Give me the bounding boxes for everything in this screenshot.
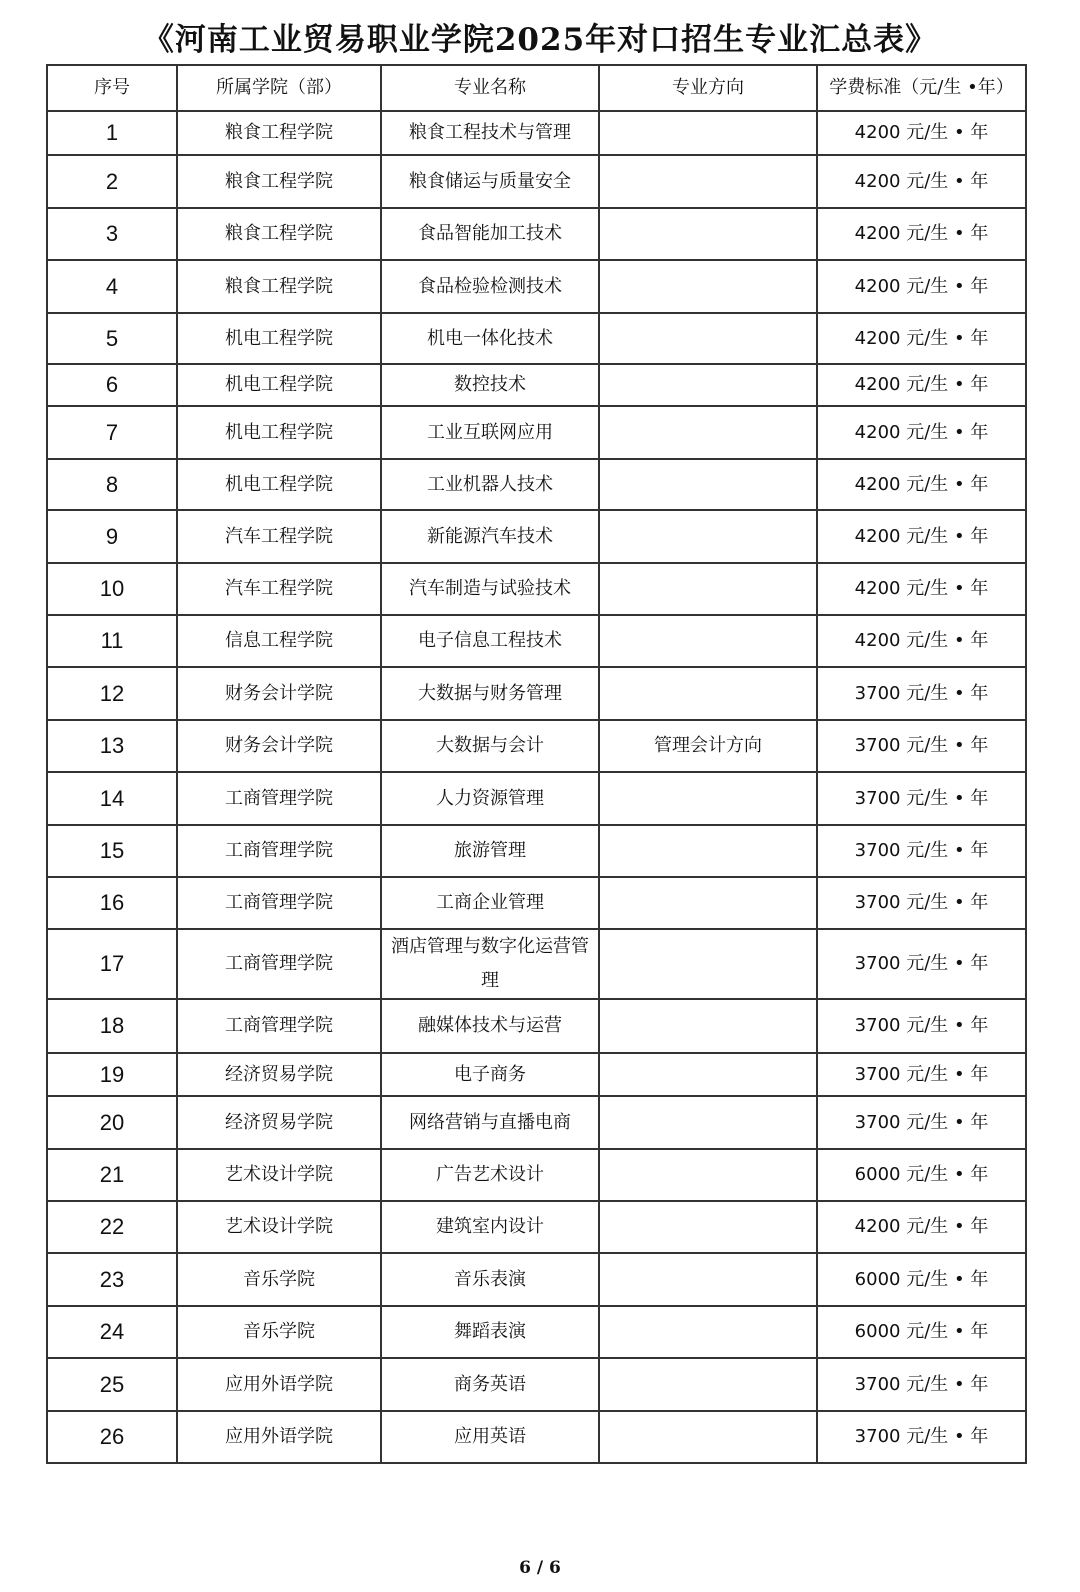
- cell-major-name: 酒店管理与数字化运营管理: [381, 929, 599, 999]
- cell-major-direction: [599, 111, 817, 155]
- header-tuition: 学费标准（元/生 •年）: [817, 65, 1026, 111]
- cell-major-name: 音乐表演: [381, 1253, 599, 1306]
- cell-college: 汽车工程学院: [177, 510, 381, 563]
- cell-serial-no: 5: [47, 313, 177, 364]
- table-row: [47, 459, 1026, 510]
- cell-tuition: 4200 元/生 • 年: [817, 615, 1026, 667]
- page-number: 6 / 6: [519, 1558, 561, 1578]
- cell-major-direction: [599, 929, 817, 999]
- table-row: [47, 1096, 1026, 1149]
- cell-tuition: 3700 元/生 • 年: [817, 1358, 1026, 1411]
- cell-college: 财务会计学院: [177, 720, 381, 772]
- cell-tuition: 3700 元/生 • 年: [817, 1096, 1026, 1149]
- cell-college: 粮食工程学院: [177, 111, 381, 155]
- cell-serial-no: 10: [47, 563, 177, 615]
- cell-serial-no: 26: [47, 1411, 177, 1463]
- cell-major-direction: [599, 459, 817, 510]
- cell-major-name: 大数据与财务管理: [381, 667, 599, 720]
- cell-major-direction: [599, 1253, 817, 1306]
- cell-major-name: 商务英语: [381, 1358, 599, 1411]
- cell-major-direction: [599, 1306, 817, 1358]
- cell-major-name: 粮食工程技术与管理: [381, 111, 599, 155]
- table-row: [47, 999, 1026, 1053]
- cell-major-name: 融媒体技术与运营: [381, 999, 599, 1053]
- cell-major-direction: [599, 364, 817, 406]
- table-row: [47, 929, 1026, 999]
- table-row: [47, 667, 1026, 720]
- table-row: [47, 208, 1026, 260]
- cell-major-name: 粮食储运与质量安全: [381, 155, 599, 208]
- cell-serial-no: 2: [47, 155, 177, 208]
- table-row: [47, 313, 1026, 364]
- table-row: [47, 1053, 1026, 1096]
- cell-serial-no: 12: [47, 667, 177, 720]
- cell-serial-no: 6: [47, 364, 177, 406]
- cell-college: 机电工程学院: [177, 406, 381, 459]
- cell-serial-no: 23: [47, 1253, 177, 1306]
- table-row: [47, 615, 1026, 667]
- cell-tuition: 4200 元/生 • 年: [817, 313, 1026, 364]
- table-row: [47, 772, 1026, 825]
- cell-major-name: 工业机器人技术: [381, 459, 599, 510]
- majors-fee-table: [46, 64, 1027, 1464]
- cell-college: 财务会计学院: [177, 667, 381, 720]
- cell-major-direction: [599, 563, 817, 615]
- cell-major-direction: [599, 877, 817, 929]
- cell-tuition: 4200 元/生 • 年: [817, 406, 1026, 459]
- cell-college: 粮食工程学院: [177, 208, 381, 260]
- header-major-name: 专业名称: [381, 65, 599, 111]
- table-row: [47, 260, 1026, 313]
- cell-college: 经济贸易学院: [177, 1053, 381, 1096]
- cell-tuition: 4200 元/生 • 年: [817, 563, 1026, 615]
- cell-serial-no: 25: [47, 1358, 177, 1411]
- table-row: [47, 563, 1026, 615]
- cell-college: 艺术设计学院: [177, 1201, 381, 1253]
- cell-major-name: 数控技术: [381, 364, 599, 406]
- cell-college: 粮食工程学院: [177, 260, 381, 313]
- cell-college: 应用外语学院: [177, 1358, 381, 1411]
- cell-tuition: 3700 元/生 • 年: [817, 1411, 1026, 1463]
- cell-tuition: 3700 元/生 • 年: [817, 825, 1026, 877]
- cell-tuition: 4200 元/生 • 年: [817, 364, 1026, 406]
- cell-tuition: 3700 元/生 • 年: [817, 1053, 1026, 1096]
- cell-tuition: 3700 元/生 • 年: [817, 772, 1026, 825]
- cell-college: 工商管理学院: [177, 999, 381, 1053]
- cell-serial-no: 3: [47, 208, 177, 260]
- cell-major-direction: [599, 1201, 817, 1253]
- cell-college: 机电工程学院: [177, 459, 381, 510]
- cell-major-name: 应用英语: [381, 1411, 599, 1463]
- table-row: [47, 720, 1026, 772]
- cell-tuition: 4200 元/生 • 年: [817, 510, 1026, 563]
- cell-college: 应用外语学院: [177, 1411, 381, 1463]
- cell-major-name: 广告艺术设计: [381, 1149, 599, 1201]
- cell-major-name: 舞蹈表演: [381, 1306, 599, 1358]
- cell-major-direction: [599, 999, 817, 1053]
- cell-major-name: 食品智能加工技术: [381, 208, 599, 260]
- cell-college: 汽车工程学院: [177, 563, 381, 615]
- cell-college: 信息工程学院: [177, 615, 381, 667]
- cell-serial-no: 19: [47, 1053, 177, 1096]
- cell-major-direction: [599, 1096, 817, 1149]
- cell-tuition: 6000 元/生 • 年: [817, 1253, 1026, 1306]
- cell-major-direction: [599, 155, 817, 208]
- cell-tuition: 6000 元/生 • 年: [817, 1306, 1026, 1358]
- cell-college: 音乐学院: [177, 1253, 381, 1306]
- cell-major-name: 食品检验检测技术: [381, 260, 599, 313]
- cell-major-name: 工商企业管理: [381, 877, 599, 929]
- table-row: [47, 406, 1026, 459]
- header-serial-no: 序号: [47, 65, 177, 111]
- cell-tuition: 4200 元/生 • 年: [817, 111, 1026, 155]
- cell-major-direction: 管理会计方向: [599, 720, 817, 772]
- cell-serial-no: 15: [47, 825, 177, 877]
- cell-serial-no: 9: [47, 510, 177, 563]
- table-row: [47, 1253, 1026, 1306]
- cell-tuition: 3700 元/生 • 年: [817, 877, 1026, 929]
- cell-college: 工商管理学院: [177, 929, 381, 999]
- cell-serial-no: 20: [47, 1096, 177, 1149]
- cell-college: 艺术设计学院: [177, 1149, 381, 1201]
- cell-college: 工商管理学院: [177, 825, 381, 877]
- cell-tuition: 4200 元/生 • 年: [817, 155, 1026, 208]
- table-row: [47, 111, 1026, 155]
- cell-serial-no: 14: [47, 772, 177, 825]
- table-header-row: [47, 65, 1026, 111]
- cell-major-direction: [599, 615, 817, 667]
- cell-major-direction: [599, 825, 817, 877]
- cell-college: 工商管理学院: [177, 877, 381, 929]
- cell-serial-no: 24: [47, 1306, 177, 1358]
- cell-major-name: 机电一体化技术: [381, 313, 599, 364]
- cell-serial-no: 18: [47, 999, 177, 1053]
- cell-college: 粮食工程学院: [177, 155, 381, 208]
- cell-major-name: 旅游管理: [381, 825, 599, 877]
- table-row: [47, 1358, 1026, 1411]
- cell-college: 机电工程学院: [177, 313, 381, 364]
- document-title: 《河南工业贸易职业学院2025年对口招生专业汇总表》: [142, 22, 938, 58]
- cell-serial-no: 7: [47, 406, 177, 459]
- cell-serial-no: 13: [47, 720, 177, 772]
- table-row: [47, 1149, 1026, 1201]
- table-row: [47, 825, 1026, 877]
- cell-major-name: 电子信息工程技术: [381, 615, 599, 667]
- cell-tuition: 3700 元/生 • 年: [817, 929, 1026, 999]
- cell-major-name: 建筑室内设计: [381, 1201, 599, 1253]
- table-row: [47, 364, 1026, 406]
- header-college: 所属学院（部）: [177, 65, 381, 111]
- cell-tuition: 3700 元/生 • 年: [817, 999, 1026, 1053]
- cell-major-direction: [599, 313, 817, 364]
- cell-serial-no: 17: [47, 929, 177, 999]
- cell-major-name: 新能源汽车技术: [381, 510, 599, 563]
- cell-college: 工商管理学院: [177, 772, 381, 825]
- cell-major-direction: [599, 667, 817, 720]
- cell-tuition: 3700 元/生 • 年: [817, 720, 1026, 772]
- cell-serial-no: 21: [47, 1149, 177, 1201]
- cell-college: 机电工程学院: [177, 364, 381, 406]
- cell-major-name: 工业互联网应用: [381, 406, 599, 459]
- cell-major-direction: [599, 1053, 817, 1096]
- cell-major-name: 人力资源管理: [381, 772, 599, 825]
- cell-major-name: 网络营销与直播电商: [381, 1096, 599, 1149]
- cell-major-direction: [599, 1358, 817, 1411]
- cell-tuition: 6000 元/生 • 年: [817, 1149, 1026, 1201]
- cell-serial-no: 16: [47, 877, 177, 929]
- table-row: [47, 510, 1026, 563]
- cell-major-direction: [599, 406, 817, 459]
- cell-major-direction: [599, 1149, 817, 1201]
- table-row: [47, 1306, 1026, 1358]
- cell-tuition: 3700 元/生 • 年: [817, 667, 1026, 720]
- cell-college: 音乐学院: [177, 1306, 381, 1358]
- table-row: [47, 1411, 1026, 1463]
- table-row: [47, 155, 1026, 208]
- cell-college: 经济贸易学院: [177, 1096, 381, 1149]
- cell-serial-no: 4: [47, 260, 177, 313]
- cell-tuition: 4200 元/生 • 年: [817, 459, 1026, 510]
- cell-major-direction: [599, 260, 817, 313]
- cell-major-name: 汽车制造与试验技术: [381, 563, 599, 615]
- header-major-direction: 专业方向: [599, 65, 817, 111]
- cell-serial-no: 22: [47, 1201, 177, 1253]
- cell-serial-no: 8: [47, 459, 177, 510]
- cell-serial-no: 11: [47, 615, 177, 667]
- cell-major-direction: [599, 1411, 817, 1463]
- cell-major-name: 电子商务: [381, 1053, 599, 1096]
- table-row: [47, 1201, 1026, 1253]
- cell-major-name: 大数据与会计: [381, 720, 599, 772]
- cell-major-direction: [599, 510, 817, 563]
- cell-major-direction: [599, 208, 817, 260]
- cell-tuition: 4200 元/生 • 年: [817, 1201, 1026, 1253]
- cell-major-direction: [599, 772, 817, 825]
- table-row: [47, 877, 1026, 929]
- cell-tuition: 4200 元/生 • 年: [817, 208, 1026, 260]
- cell-tuition: 4200 元/生 • 年: [817, 260, 1026, 313]
- cell-serial-no: 1: [47, 111, 177, 155]
